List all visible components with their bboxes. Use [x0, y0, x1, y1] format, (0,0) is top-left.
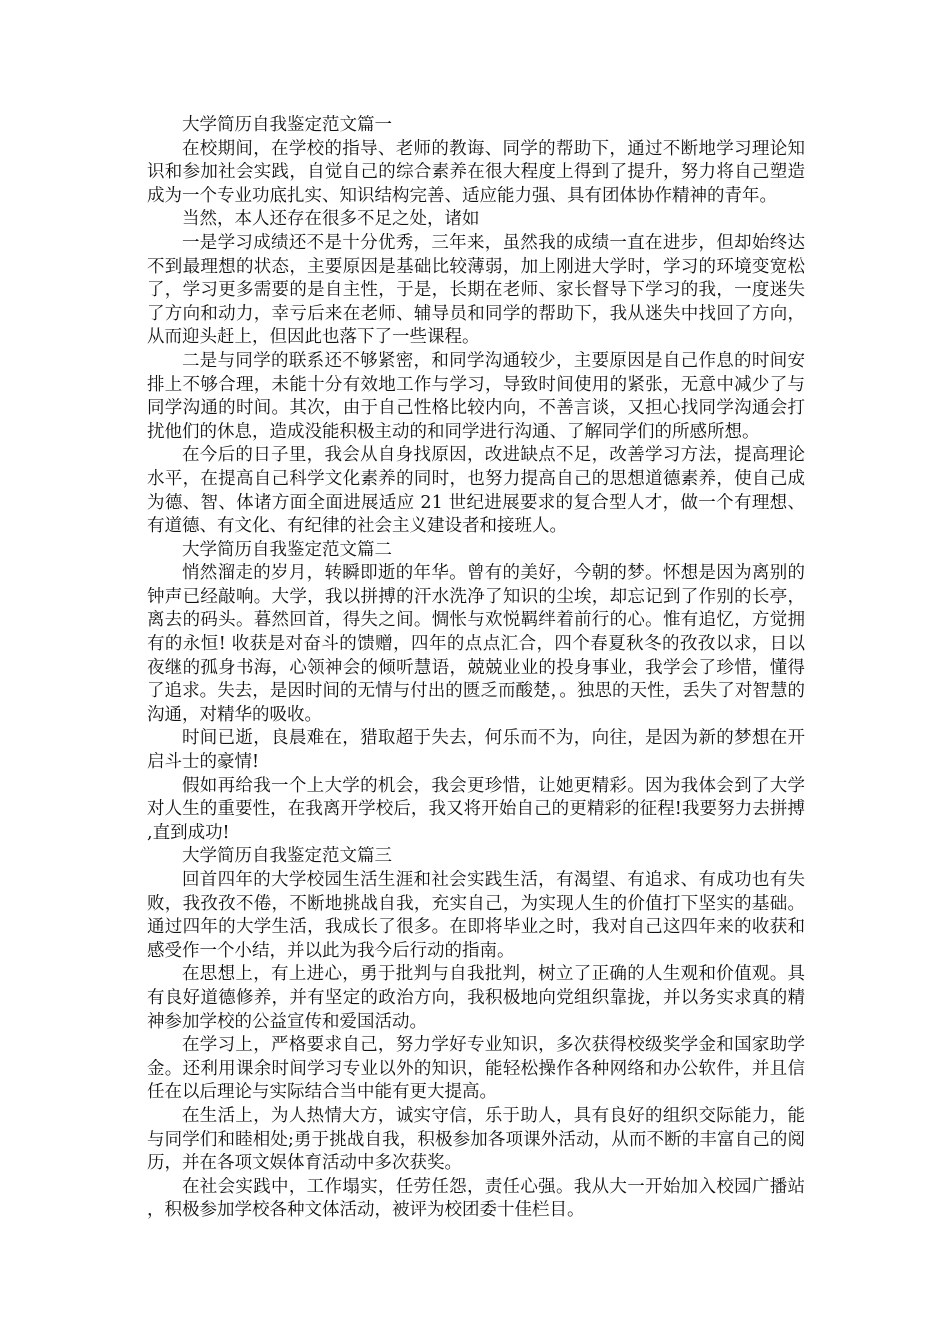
document-body: [147, 114, 805, 1223]
paragraph: 假如再给我一个上大学的机会，我会更珍惜，让她更精彩。因为我体会到了大学对人生的重要性，在我离开学校后，我又将开始自己的更精彩的征程!我要努力去拼搏,直到成功!: [147, 775, 805, 843]
paragraph: 在生活上，为人热情大方，诚实守信，乐于助人，具有良好的组织交际能力，能与同学们和睦相处;勇于挑战自我，积极参加各项课外活动，从而不断的丰富自己的阅历，并在各项文娱体育活动中多次获奖。: [147, 1105, 805, 1174]
paragraph: 二是与同学的联系还不够紧密，和同学沟通较少，主要原因是自己作息的时间安排上不够合理，未能十分有效地工作与学习，导致时间使用的紧张，无意中减少了与同学沟通的时间。其次，由于自己性格比较内向，不善言谈，又担心找同学沟通会打扰他们的休息，造成没能积极主动的和同学进行沟通、了解同学们的所感所想。: [147, 350, 805, 442]
section-title-3: 大学简历自我鉴定范文篇三: [182, 846, 392, 867]
paragraph: 在学习上，严格要求自己，努力学好专业知识，多次获得校级奖学金和国家助学金。还利用课余时间学习专业以外的知识，能轻松操作各种网络和办公软件，并且信任在以后理论与实际结合当中能有更大提高。: [147, 1035, 805, 1103]
paragraph: 在社会实践中，工作塌实，任劳任怨，责任心强。我从大一开始加入校园广播站，积极参加学校各种文体活动，被评为校团委十佳栏目。: [147, 1176, 805, 1221]
paragraph: 在校期间，在学校的指导、老师的教诲、同学的帮助下，通过不断地学习理论知识和参加社会实践，自觉自己的综合素养在很大程度上得到了提升，努力将自己塑造成为一个专业功底扎实、知识结构完善、适应能力强、具有团体协作精神的青年。: [147, 138, 805, 206]
paragraph: 在思想上，有上进心，勇于批判与自我批判，树立了正确的人生观和价值观。具有良好道德修养，并有坚定的政治方向，我积极地向党组织靠拢，并以务实求真的精神参加学校的公益宣传和爱国活动。: [147, 964, 805, 1032]
paragraph: 悄然溜走的岁月，转瞬即逝的年华。曾有的美好，今朝的梦。怀想是因为离别的钟声已经敲响。大学，我以拼搏的汗水洗净了知识的尘埃，却忘记到了作别的长亭，离去的码头。暮然回首，得失之间。惆怅与欢悦羁绊着前行的心。惟有追忆，方觉拥有的永恒! 收获是对奋斗的馈赠，四年的点点汇合，四个春夏秋冬的孜孜以求，日以夜继的孤身书海，心领神会的倾听慧语，兢兢业业的投身事业，我学会了珍惜，懂得了追求。失去，是因时间的无情与付出的匮乏而酸楚，。独思的天性，丢失了对智慧的沟通，对精华的吸收。: [147, 563, 805, 725]
paragraph: 在今后的日子里，我会从自身找原因，改进缺点不足，改善学习方法，提高理论水平，在提高自己科学文化素养的同时，也努力提高自己的思想道德素养，使自己成为德、智、体诸方面全面进展适应 21 世纪进展要求的复合型人才，做一个有理想、有道德、有文化、有纪律的社会主义建设者和接班人。: [147, 445, 805, 537]
paragraph: 当然，本人还存在很多不足之处，诸如: [182, 209, 480, 230]
paragraph: 时间已逝，良晨难在，猎取超于失去，何乐而不为，向往，是因为新的梦想在开启斗士的豪情!: [147, 728, 805, 773]
section-title-2: 大学简历自我鉴定范文篇二: [182, 539, 392, 560]
section-title-1: 大学简历自我鉴定范文篇一: [182, 115, 392, 135]
paragraph: 一是学习成绩还不是十分优秀，三年来，虽然我的成绩一直在进步，但却始终达不到最理想的状态，主要原因是基础比较薄弱，加上刚进大学时，学习的环境变宽松了，学习更多需要的是自主性，于是，长期在老师、家长督导下学习的我，一度迷失了方向和动力，幸亏后来在老师、辅导员和同学的帮助下，我从迷失中找回了方向，从而迎头赶上，但因此也落下了一些课程。: [147, 232, 805, 348]
paragraph: 回首四年的大学校园生活生涯和社会实践生活，有渴望、有追求、有成功也有失败，我孜孜不倦，不断地挑战自我，充实自己，为实现人生的价值打下坚实的基础。通过四年的大学生活，我成长了很多。在即将毕业之时，我对自己这四年来的收获和感受作一个小结，并以此为我今后行动的指南。: [147, 870, 805, 961]
